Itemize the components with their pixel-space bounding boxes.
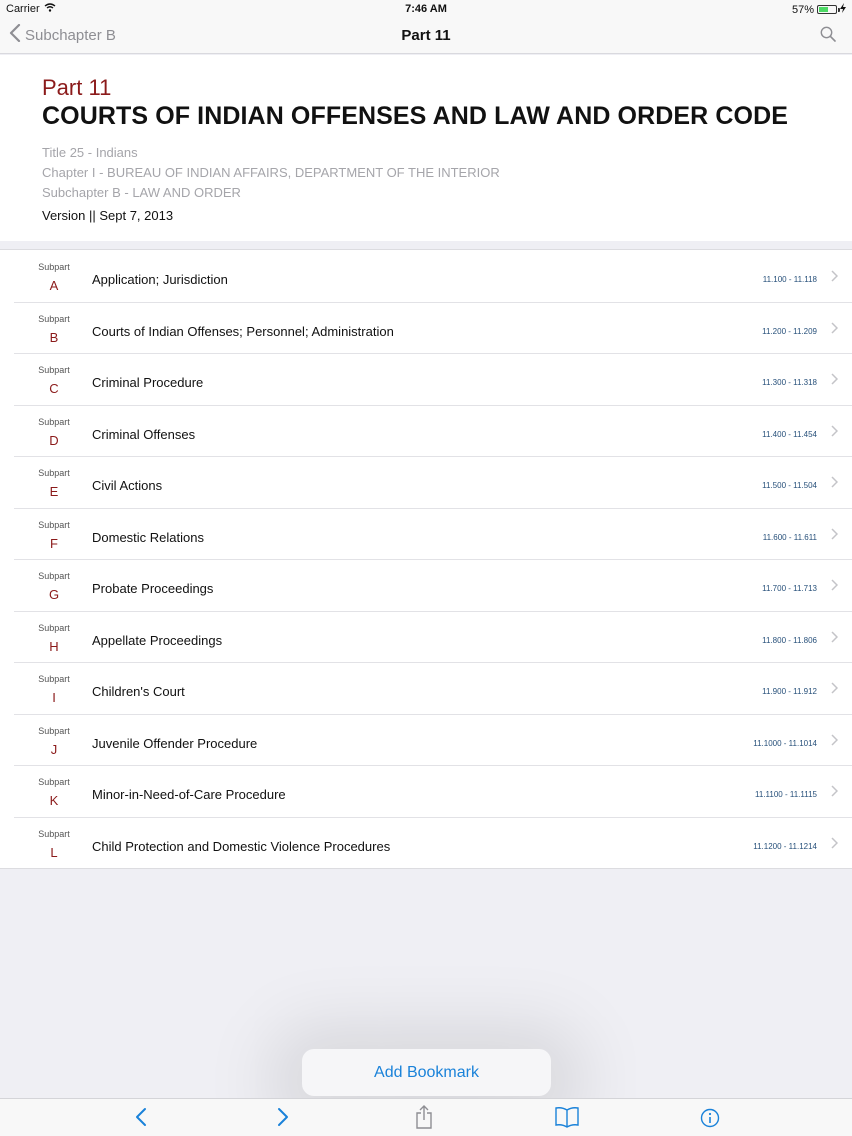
- list-item[interactable]: [0, 302, 852, 354]
- bottom-toolbar: [0, 1098, 852, 1136]
- breadcrumb-chapter: Chapter I - BUREAU OF INDIAN AFFAIRS, DEPARTMENT OF THE INTERIOR: [42, 165, 500, 180]
- subpart-title: Juvenile Offender Procedure: [92, 735, 258, 751]
- share-icon[interactable]: [415, 1105, 433, 1134]
- subpart-title: Children's Court: [92, 684, 185, 699]
- battery-percent: 57%: [791, 3, 814, 16]
- part-label: Part 11: [42, 75, 112, 100]
- version-label: Version || Sept 7, 2013: [42, 208, 174, 223]
- subpart-word: Subpart: [38, 571, 70, 581]
- subpart-word: Subpart: [38, 725, 70, 736]
- nav-title: Part 11: [401, 27, 451, 44]
- subpart-letter: L: [50, 844, 58, 860]
- subpart-title: Courts of Indian Offenses; Personnel; Administration: [92, 323, 394, 339]
- list-item[interactable]: [0, 714, 852, 766]
- chevron-right-icon[interactable]: [276, 1107, 290, 1132]
- subpart-letter: C: [49, 381, 59, 396]
- subpart-title: Appellate Proceedings: [92, 632, 223, 648]
- breadcrumb-subchapter: Subchapter B - LAW AND ORDER: [42, 185, 241, 200]
- back-button-label: Subchapter B: [25, 26, 116, 44]
- section-range: 11.700 - 11.713: [762, 584, 817, 593]
- status-bar: [0, 0, 852, 18]
- section-range: 11.200 - 11.209: [762, 326, 817, 336]
- status-right: [792, 3, 846, 16]
- add-bookmark-button[interactable]: Add Bookmark: [302, 1049, 551, 1096]
- section-range: 11.800 - 11.806: [762, 635, 817, 645]
- subpart-letter: G: [48, 587, 60, 602]
- subpart-word: Subpart: [38, 622, 70, 633]
- chevron-right-icon: [831, 630, 838, 648]
- chevron-right-icon: [831, 836, 838, 854]
- part-header: [0, 55, 852, 241]
- status-time: 7:46 AM: [405, 3, 447, 15]
- subpart-letter: K: [49, 793, 59, 808]
- list-item[interactable]: [0, 817, 852, 869]
- section-range: 11.100 - 11.118: [762, 275, 817, 284]
- subpart-letter: B: [49, 329, 59, 345]
- subpart-word: Subpart: [38, 777, 70, 787]
- subpart-title: Probate Proceedings: [92, 581, 214, 596]
- breadcrumb-title: Title 25 - Indians: [42, 145, 138, 160]
- section-range: 11.600 - 11.611: [762, 532, 817, 542]
- subpart-list: [0, 249, 852, 869]
- chevron-right-icon: [831, 527, 838, 545]
- list-item[interactable]: [0, 250, 852, 302]
- list-item[interactable]: [0, 765, 852, 817]
- charging-icon: [840, 3, 846, 16]
- section-range: 11.900 - 11.912: [762, 687, 817, 696]
- subpart-title: Civil Actions: [92, 478, 163, 493]
- subpart-word: Subpart: [38, 828, 70, 839]
- subpart-word: Subpart: [38, 416, 70, 427]
- section-range: 11.400 - 11.454: [762, 429, 817, 439]
- list-item[interactable]: [0, 456, 852, 508]
- subpart-word: Subpart: [38, 468, 70, 478]
- subpart-word: Subpart: [38, 262, 70, 272]
- list-item[interactable]: [0, 662, 852, 714]
- chevron-right-icon: [831, 578, 838, 596]
- section-range: 11.1100 - 11.1115: [755, 790, 817, 799]
- battery-icon: [817, 5, 837, 14]
- section-range: 11.1200 - 11.1214: [753, 841, 817, 851]
- subpart-letter: D: [49, 432, 59, 448]
- subpart-letter: F: [50, 535, 58, 551]
- subpart-title: Application; Jurisdiction: [92, 272, 228, 287]
- chevron-right-icon: [831, 784, 838, 802]
- chevron-left-icon[interactable]: [134, 1107, 148, 1132]
- subpart-letter: A: [49, 278, 59, 293]
- subpart-word: Subpart: [38, 365, 70, 375]
- subpart-word: Subpart: [38, 674, 70, 684]
- subpart-title: Domestic Relations: [92, 529, 204, 545]
- subpart-title: Criminal Offenses: [92, 426, 196, 442]
- section-range: 11.300 - 11.318: [762, 378, 817, 387]
- battery-fill: [819, 7, 828, 12]
- subpart-word: Subpart: [38, 313, 70, 324]
- chevron-right-icon: [831, 424, 838, 442]
- book-icon[interactable]: [555, 1106, 579, 1133]
- subpart-letter: I: [52, 690, 56, 705]
- list-item[interactable]: [0, 508, 852, 560]
- list-item[interactable]: [0, 353, 852, 405]
- subpart-title: Criminal Procedure: [92, 375, 204, 390]
- subpart-title: Minor-in-Need-of-Care Procedure: [92, 787, 286, 802]
- chevron-right-icon: [831, 372, 838, 390]
- subpart-letter: E: [49, 484, 59, 499]
- section-range: 11.500 - 11.504: [762, 481, 817, 490]
- subpart-title: Child Protection and Domestic Violence Procedures: [92, 838, 391, 854]
- info-icon[interactable]: [700, 1108, 720, 1133]
- section-range: 11.1000 - 11.1014: [753, 738, 817, 748]
- list-item[interactable]: [0, 559, 852, 611]
- chevron-right-icon: [831, 475, 838, 493]
- chevron-right-icon: [831, 321, 838, 339]
- search-icon[interactable]: [820, 26, 836, 47]
- chevron-right-icon: [831, 269, 838, 287]
- navigation-bar: [0, 18, 852, 54]
- list-item[interactable]: [0, 611, 852, 663]
- subpart-letter: H: [49, 638, 59, 654]
- subpart-word: Subpart: [38, 519, 70, 530]
- subpart-letter: J: [50, 741, 58, 757]
- carrier-label: Carrier: [6, 3, 40, 15]
- chevron-right-icon: [831, 681, 838, 699]
- page-title: COURTS OF INDIAN OFFENSES AND LAW AND ORDER CODE: [42, 102, 789, 130]
- chevron-right-icon: [831, 733, 838, 751]
- list-item[interactable]: [0, 405, 852, 457]
